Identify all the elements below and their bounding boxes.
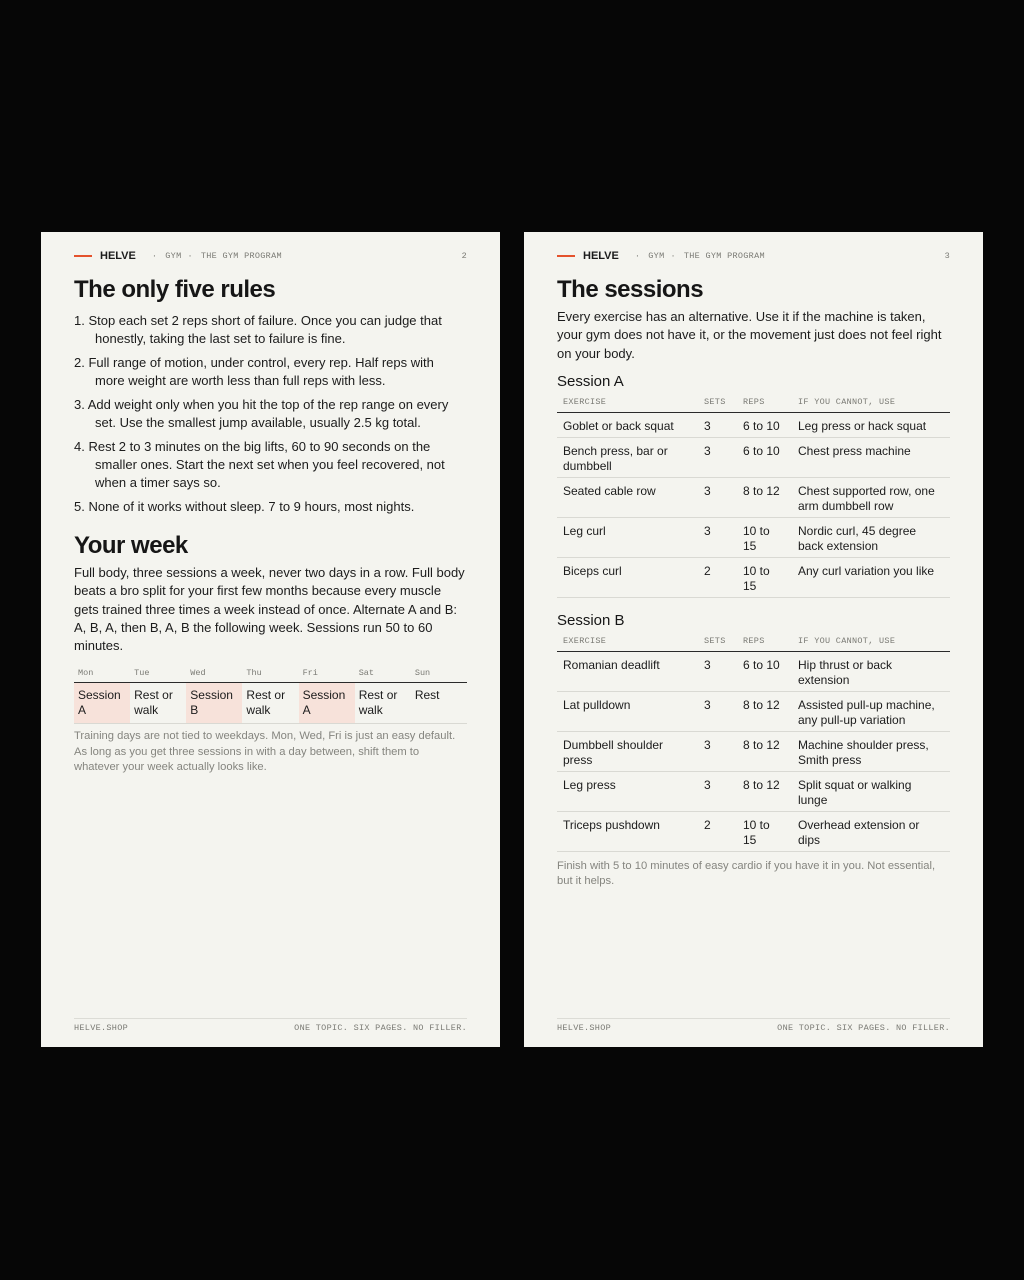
day-cell-rest: Rest or walk — [355, 683, 411, 724]
exercise-cell: Leg press — [557, 771, 698, 811]
exercise-cell: Romanian deadlift — [557, 651, 698, 691]
day-cell-rest: Rest — [411, 683, 467, 724]
footer-tagline: ONE TOPIC. SIX PAGES. NO FILLER. — [777, 1023, 950, 1033]
rule-item: 2. Full range of motion, under control, every rep. Half reps with more weight are worth less than full reps with less. — [74, 355, 434, 388]
separator-dot: · — [634, 251, 641, 261]
table-row — [557, 517, 950, 557]
day-cell-session: Session A — [74, 683, 130, 724]
col-exercise: EXERCISE — [557, 636, 698, 652]
session-b-table — [557, 636, 950, 852]
reps-cell: 8 to 12 — [737, 477, 792, 517]
brand-name: HELVE — [100, 250, 136, 262]
closing-note: Finish with 5 to 10 minutes of easy cardio if you have it in you. Not essential, but it helps. — [557, 859, 936, 888]
alternative-cell: Split squat or walking lunge — [792, 771, 950, 811]
alternative-cell: Any curl variation you like — [792, 557, 950, 597]
reps-cell: 6 to 10 — [737, 651, 792, 691]
rules-list — [74, 312, 467, 516]
rule-item: 5. None of it works without sleep. 7 to 9 hours, most nights. — [74, 499, 415, 514]
table-row — [557, 412, 950, 437]
col-sets: SETS — [698, 397, 737, 413]
col-exercise: EXERCISE — [557, 397, 698, 413]
exercise-cell: Seated cable row — [557, 477, 698, 517]
col-alternative: IF YOU CANNOT, USE — [792, 397, 950, 413]
day-header: Fri — [299, 668, 355, 683]
table-row — [557, 437, 950, 477]
day-header: Wed — [186, 668, 242, 683]
accent-dash — [557, 255, 575, 257]
sessions-intro: Every exercise has an alternative. Use it if the machine is taken, your gym does not have it, or the movement just does not feel right on your body. — [557, 309, 942, 361]
page-footer — [557, 1018, 950, 1033]
footer-site-link[interactable]: HELVE.SHOP — [557, 1023, 612, 1033]
day-header: Sun — [411, 668, 467, 683]
reps-cell: 6 to 10 — [737, 437, 792, 477]
table-row — [557, 477, 950, 517]
footer-tagline: ONE TOPIC. SIX PAGES. NO FILLER. — [294, 1023, 467, 1033]
reps-cell: 10 to 15 — [737, 517, 792, 557]
footer-site-link[interactable]: HELVE.SHOP — [74, 1023, 129, 1033]
week-table — [74, 668, 467, 724]
table-row — [557, 651, 950, 691]
table-row — [557, 811, 950, 851]
header-section: GYM — [165, 251, 182, 261]
page-number: 3 — [944, 251, 950, 261]
header-series: THE GYM PROGRAM — [200, 251, 282, 261]
accent-dash — [74, 255, 92, 257]
alternative-cell: Chest supported row, one arm dumbbell row — [792, 477, 950, 517]
session-b-title: Session B — [557, 611, 625, 629]
alternative-cell: Chest press machine — [792, 437, 950, 477]
reps-cell: 8 to 12 — [737, 771, 792, 811]
separator-dot: · — [151, 251, 158, 261]
reps-cell: 6 to 10 — [737, 412, 792, 437]
page-footer — [74, 1018, 467, 1033]
week-note: Training days are not tied to weekdays. Mon, Wed, Fri is just an easy default. As long as you get three sessions in with a day between, shift them to whatever your week actually looks like. — [74, 730, 456, 774]
sets-cell: 3 — [698, 771, 737, 811]
page-right — [524, 232, 983, 1047]
sets-cell: 3 — [698, 517, 737, 557]
sets-cell: 2 — [698, 557, 737, 597]
exercise-cell: Dumbbell shoulder press — [557, 731, 698, 771]
col-sets: SETS — [698, 636, 737, 652]
alternative-cell: Leg press or hack squat — [792, 412, 950, 437]
sets-cell: 3 — [698, 437, 737, 477]
sessions-title: The sessions — [557, 276, 704, 303]
alternative-cell: Overhead extension or dips — [792, 811, 950, 851]
brand-name: HELVE — [583, 250, 619, 262]
page-left — [41, 232, 500, 1047]
rule-item: 4. Rest 2 to 3 minutes on the big lifts, 60 to 90 seconds on the smaller ones. Start the next set when you feel recovered, not when a timer says so. — [74, 439, 445, 490]
alternative-cell: Assisted pull-up machine, any pull-up variation — [792, 691, 950, 731]
reps-cell: 8 to 12 — [737, 731, 792, 771]
day-cell-session: Session B — [186, 683, 242, 724]
day-cell-rest: Rest or walk — [242, 683, 298, 724]
page-header — [74, 249, 467, 263]
reps-cell: 10 to 15 — [737, 557, 792, 597]
reps-cell: 8 to 12 — [737, 691, 792, 731]
session-a-title: Session A — [557, 372, 624, 390]
col-alternative: IF YOU CANNOT, USE — [792, 636, 950, 652]
header-series: THE GYM PROGRAM — [683, 251, 765, 261]
alternative-cell: Hip thrust or back extension — [792, 651, 950, 691]
table-row — [557, 691, 950, 731]
page-number: 2 — [461, 251, 467, 261]
exercise-cell: Triceps pushdown — [557, 811, 698, 851]
sets-cell: 3 — [698, 651, 737, 691]
day-cell-session: Session A — [299, 683, 355, 724]
sets-cell: 3 — [698, 691, 737, 731]
day-header: Mon — [74, 668, 130, 683]
col-reps: REPS — [737, 397, 792, 413]
sets-cell: 3 — [698, 477, 737, 517]
week-intro: Full body, three sessions a week, never two days in a row. Full body beats a bro split for your first few months because every muscle gets trained three times a week instead of once. Alternate A and B: A, B, A, then B, A, B the following week. Sessions run 50 to 60 minutes. — [74, 565, 465, 654]
alternative-cell: Nordic curl, 45 degree back extension — [792, 517, 950, 557]
table-row — [557, 771, 950, 811]
sets-cell: 3 — [698, 412, 737, 437]
table-row — [557, 731, 950, 771]
day-header: Thu — [242, 668, 298, 683]
table-row — [557, 557, 950, 597]
rule-item: 3. Add weight only when you hit the top of the rep range on every set. Use the smallest jump available, usually 2.5 kg total. — [74, 397, 449, 430]
sets-cell: 3 — [698, 731, 737, 771]
reps-cell: 10 to 15 — [737, 811, 792, 851]
day-header: Tue — [130, 668, 186, 683]
session-a-table — [557, 397, 950, 598]
day-cell-rest: Rest or walk — [130, 683, 186, 724]
col-reps: REPS — [737, 636, 792, 652]
alternative-cell: Machine shoulder press, Smith press — [792, 731, 950, 771]
separator-dot: · — [670, 251, 676, 261]
separator-dot: · — [187, 251, 193, 261]
day-header: Sat — [355, 668, 411, 683]
header-section: GYM — [648, 251, 665, 261]
rule-item: 1. Stop each set 2 reps short of failure. Once you can judge that honestly, taking the last set to failure is fine. — [74, 313, 442, 346]
exercise-cell: Leg curl — [557, 517, 698, 557]
page-header — [557, 249, 950, 263]
week-title: Your week — [74, 532, 188, 559]
rules-title: The only five rules — [74, 276, 276, 303]
exercise-cell: Biceps curl — [557, 557, 698, 597]
exercise-cell: Lat pulldown — [557, 691, 698, 731]
sets-cell: 2 — [698, 811, 737, 851]
exercise-cell: Bench press, bar or dumbbell — [557, 437, 698, 477]
exercise-cell: Goblet or back squat — [557, 412, 698, 437]
